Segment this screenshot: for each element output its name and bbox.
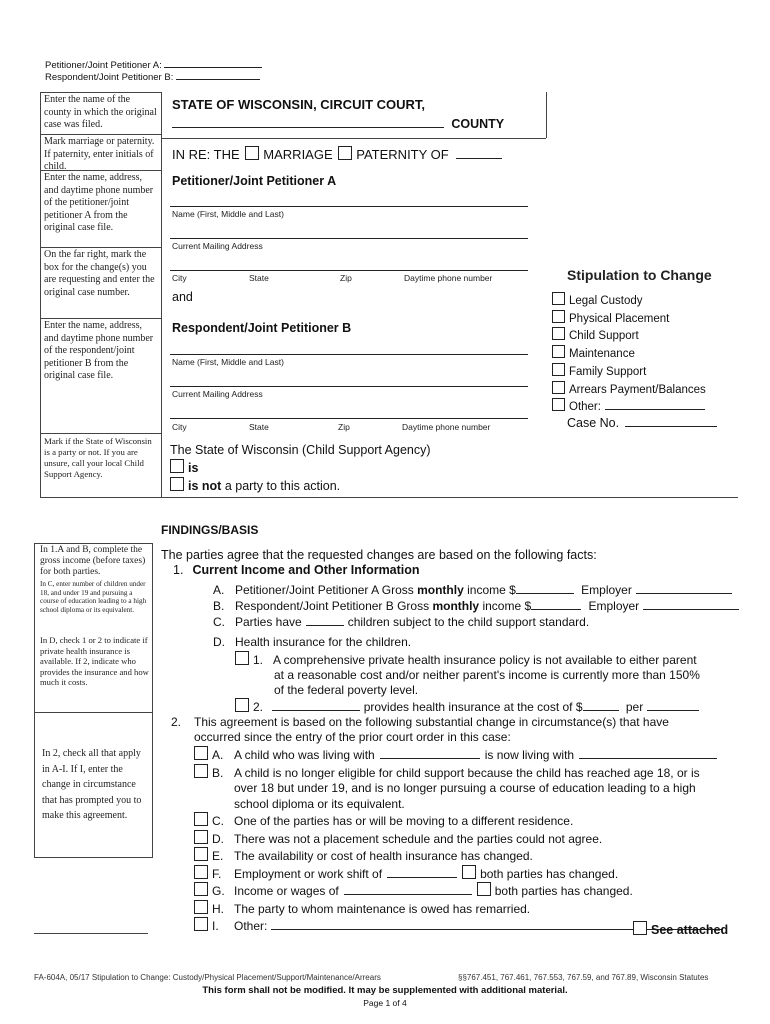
other-field[interactable] (605, 409, 705, 410)
and-label: and (172, 290, 193, 304)
legal-custody-checkbox[interactable] (552, 292, 565, 305)
employer-b-field[interactable] (643, 609, 739, 610)
footer-page-number: Page 1 of 4 (363, 998, 407, 1008)
stipulation-option-other: Other: (552, 398, 706, 416)
stipulation-option-legal-custody: Legal Custody (552, 292, 706, 310)
change-a-checkbox[interactable] (194, 746, 208, 760)
d2-checkbox[interactable] (235, 698, 249, 712)
state-is-label: is (188, 461, 199, 475)
state-is-not-label: is not (188, 479, 222, 493)
change-item-f: F. Employment or work shift of both parties has changed. (194, 865, 723, 883)
party-b-city-label: City (172, 422, 187, 432)
paternity-checkbox[interactable] (338, 146, 352, 160)
in-re-label: IN RE: THE (172, 147, 240, 162)
party-a-phone-label: Daytime phone number (404, 273, 493, 283)
party-b-zip-label: Zip (338, 422, 350, 432)
d2-per-field[interactable] (647, 710, 699, 711)
see-attached-line (633, 921, 728, 937)
case-no-label: Case No. (567, 416, 620, 430)
instruction-county: Enter the name of the county in which the original case was filed. (44, 94, 157, 130)
change-f-field[interactable] (387, 877, 457, 878)
d2-cost-field[interactable] (583, 710, 619, 711)
party-a-city-label: City (172, 273, 187, 283)
petitioner-header-field[interactable] (164, 67, 262, 68)
stipulation-option-maintenance: Maintenance (552, 345, 706, 363)
party-b-name-label: Name (First, Middle and Last) (172, 357, 284, 367)
children-count-field[interactable] (306, 625, 344, 626)
change-item-d: D. There was not a placement schedule and the parties could not agree. (194, 830, 723, 848)
party-a-name-label: Name (First, Middle and Last) (172, 209, 284, 219)
party-b-heading: Respondent/Joint Petitioner B (172, 321, 352, 335)
marriage-checkbox[interactable] (245, 146, 259, 160)
respondent-header-line (45, 72, 260, 83)
county-line (172, 113, 504, 131)
instruction-income-d: In D, check 1 or 2 to indicate if private health insurance is available. If 2, indicate who provides the insurance and how much it costs. (40, 635, 149, 688)
change-item-b: B. A child is no longer eligible for child support because the child has reached age 18, or is (194, 764, 723, 782)
section-1-heading (173, 563, 420, 577)
d1-checkbox[interactable] (235, 651, 249, 665)
change-item-h: H. The party to whom maintenance is owed has remarried. (194, 900, 723, 918)
change-item-g: G. Income or wages of both parties has changed. (194, 882, 723, 900)
footer-notice: This form shall not be modified. It may be supplemented with additional material. (202, 985, 568, 996)
state-is-not-checkbox[interactable] (170, 477, 184, 491)
item-a-income: A. Petitioner/Joint Petitioner A Gross monthly income $ Employer (213, 583, 732, 597)
item-d2: 2. provides health insurance at the cost of $ per (235, 698, 699, 714)
instruction-income-c: In C, enter number of children under 18, and under 19 and pursuing a course of education leading to a high school diploma or its equivalent. (40, 580, 147, 614)
footer-statutes: §§767.451, 767.461, 767.553, 767.59, and 767.89, Wisconsin Statutes (458, 973, 709, 982)
instruction-petitioner-a: Enter the name, address, and daytime phone number of the petitioner/joint petitioner A from the original case file. (44, 172, 154, 233)
change-b-checkbox[interactable] (194, 764, 208, 778)
other-checkbox[interactable] (552, 398, 565, 411)
income-a-field[interactable] (516, 593, 574, 594)
stipulation-option-physical-placement: Physical Placement (552, 310, 706, 328)
findings-intro: The parties agree that the requested changes are based on the following facts: (161, 548, 597, 562)
party-a-zip-label: Zip (340, 273, 352, 283)
see-attached-checkbox[interactable] (633, 921, 647, 935)
section-1-title: Current Income and Other Information (192, 563, 420, 577)
county-label: COUNTY (451, 117, 505, 131)
state-party-tail: a party to this action. (221, 479, 341, 493)
section-1-number: 1. (173, 563, 184, 577)
maintenance-checkbox[interactable] (552, 345, 565, 358)
physical-placement-checkbox[interactable] (552, 310, 565, 323)
in-re-line (172, 146, 502, 162)
item-b-income: B. Respondent/Joint Petitioner B Gross monthly income $ Employer (213, 599, 739, 613)
party-b-phone-label: Daytime phone number (402, 422, 491, 432)
paternity-label: PATERNITY OF (356, 147, 449, 162)
change-f-checkbox[interactable] (194, 865, 208, 879)
petitioner-header-line (45, 60, 262, 71)
state-is-checkbox[interactable] (170, 459, 184, 473)
state-is-line (170, 459, 198, 475)
respondent-header-field[interactable] (176, 79, 260, 80)
change-g-both-checkbox[interactable] (477, 882, 491, 896)
instruction-income-a: In 1.A and B, complete the gross income (before taxes) for both parties. (40, 545, 146, 577)
case-no-field[interactable] (625, 426, 717, 427)
change-h-checkbox[interactable] (194, 900, 208, 914)
stipulation-option-family-support: Family Support (552, 363, 706, 381)
findings-heading: FINDINGS/BASIS (161, 523, 259, 537)
party-a-address-label: Current Mailing Address (172, 241, 263, 251)
d2-provider-field[interactable] (272, 710, 360, 711)
change-items: A. A child who was living with is now living with B. A child is no longer eligible for child support because the child has reached age 18, or is over 18 but under 19, and is no longer pursuing a course of education leading to a high school diploma or its equivalent. C. One of the parties has or will be moving to a different residence. D. There was not a placement schedule and the parties could not agree. E. The availability or cost of health insurance has changed. F. Employment or work shift of both parties has changed. G. Income or wages of both parties has changed. H. The party to whom maintenance is owed has remarried. I. Other: (194, 746, 723, 935)
change-d-checkbox[interactable] (194, 830, 208, 844)
see-attached-label: See attached (651, 923, 729, 937)
change-item-i: I. Other: (194, 917, 723, 935)
state-is-not-line (170, 477, 340, 493)
child-support-checkbox[interactable] (552, 327, 565, 340)
party-a-heading: Petitioner/Joint Petitioner A (172, 174, 337, 188)
footer-form-id: FA-604A, 05/17 Stipulation to Change: Custody/Physical Placement/Support/Maintenance/Arrears (34, 973, 381, 982)
case-no-line (567, 416, 717, 430)
state-party-text: The State of Wisconsin (Child Support Agency) (170, 443, 431, 457)
instruction-far-right: On the far right, mark the box for the change(s) you are requesting and enter the original case number. (44, 249, 155, 298)
change-c-checkbox[interactable] (194, 812, 208, 826)
arrears-checkbox[interactable] (552, 381, 565, 394)
change-a-to-field[interactable] (579, 758, 717, 759)
respondent-header-label: Respondent/Joint Petitioner B: (45, 72, 174, 83)
paternity-initials-field[interactable] (456, 158, 502, 159)
change-a-from-field[interactable] (380, 758, 480, 759)
item-d-health: D. Health insurance for the children. (213, 635, 412, 649)
party-a-state-label: State (249, 273, 269, 283)
instruction-petitioner-b: Enter the name, address, and daytime phone number of the respondent/joint petitioner B from the original case file. (44, 320, 154, 381)
change-item-a: A. A child who was living with is now living with (194, 746, 723, 764)
change-i-checkbox[interactable] (194, 917, 208, 931)
change-f-both-checkbox[interactable] (462, 865, 476, 879)
employer-a-field[interactable] (636, 593, 732, 594)
change-e-checkbox[interactable] (194, 847, 208, 861)
change-item-e: E. The availability or cost of health insurance has changed. (194, 847, 723, 865)
change-g-checkbox[interactable] (194, 882, 208, 896)
change-item-c: C. One of the parties has or will be moving to a different residence. (194, 812, 723, 830)
item-d1: 1. A comprehensive private health insurance policy is not available to either parent at a reasonable cost and/or neither parent's income is currently more than 150% of the federal poverty level. (235, 651, 700, 698)
section-2: 2. This agreement is based on the following substantial change in circumstance(s) that have occurred since the entry of the prior court order in this case: (171, 715, 669, 744)
income-b-field[interactable] (531, 609, 581, 610)
stipulation-options (552, 292, 706, 416)
party-b-state-label: State (249, 422, 269, 432)
party-b-address-label: Current Mailing Address (172, 389, 263, 399)
petitioner-header-label: Petitioner/Joint Petitioner A: (45, 60, 162, 71)
stipulation-option-arrears: Arrears Payment/Balances (552, 381, 706, 399)
marriage-label: MARRIAGE (263, 147, 333, 162)
county-field[interactable] (172, 113, 444, 128)
change-g-field[interactable] (344, 894, 472, 895)
item-c-children: C. Parties have children subject to the child support standard. (213, 615, 590, 629)
instruction-marriage: Mark marriage or paternity. If paternity, enter initials of child. (44, 136, 155, 172)
family-support-checkbox[interactable] (552, 363, 565, 376)
instruction-change: In 2, check all that apply in A-I. If I, enter the change in circumstance that has prompted you to make this agreement. (42, 748, 142, 821)
stipulation-title: Stipulation to Change (567, 267, 712, 283)
stipulation-option-child-support: Child Support (552, 327, 706, 345)
instruction-state: Mark if the State of Wisconsin is a party or not. If you are unsure, call your local Child Support Agency. (44, 436, 152, 479)
court-title: STATE OF WISCONSIN, CIRCUIT COURT, (172, 97, 426, 112)
